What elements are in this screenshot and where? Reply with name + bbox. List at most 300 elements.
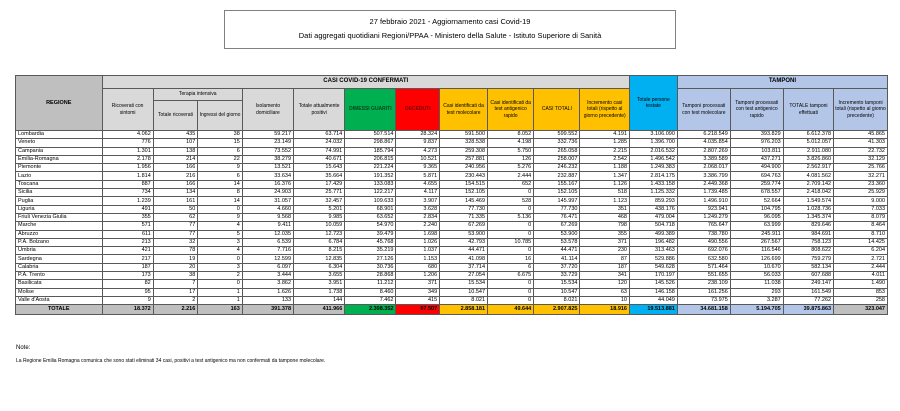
data-cell: 53.578 bbox=[534, 238, 580, 246]
data-cell: 258 bbox=[834, 296, 888, 304]
data-cell: 1.956 bbox=[102, 164, 153, 172]
table-row bbox=[16, 280, 888, 288]
data-cell: 196.482 bbox=[630, 238, 678, 246]
data-cell: 4.117 bbox=[396, 189, 440, 197]
col-header-casi-antigenico: Casi identificati da test antigenico rapido bbox=[488, 89, 534, 131]
data-cell: 2.178 bbox=[102, 155, 153, 163]
region-name: Puglia bbox=[16, 197, 103, 205]
data-cell: 37.714 bbox=[440, 263, 488, 271]
data-cell: 468 bbox=[580, 213, 630, 221]
data-cell: 611 bbox=[102, 230, 153, 238]
data-cell: 1.301 bbox=[102, 147, 153, 155]
data-cell: 349 bbox=[396, 288, 440, 296]
data-cell: 63.652 bbox=[345, 213, 396, 221]
data-cell: 34.681.158 bbox=[677, 305, 730, 315]
notes-title: Note: bbox=[16, 345, 31, 351]
data-cell: 6.218.549 bbox=[677, 131, 730, 139]
data-cell: 2.858.181 bbox=[440, 305, 488, 315]
covid-data-table bbox=[15, 75, 888, 315]
data-cell: 71.335 bbox=[440, 213, 488, 221]
data-cell: 1.126 bbox=[580, 180, 630, 188]
data-cell: 24.032 bbox=[294, 139, 345, 147]
data-cell: 2 bbox=[198, 272, 243, 280]
table-row bbox=[16, 180, 888, 188]
data-cell: 107 bbox=[153, 139, 198, 147]
data-cell: 829.646 bbox=[783, 222, 833, 230]
data-cell: 8.710 bbox=[834, 230, 888, 238]
data-cell: 74.991 bbox=[294, 147, 345, 155]
data-cell: 3 bbox=[198, 263, 243, 271]
data-cell: 4 bbox=[198, 247, 243, 255]
data-cell: 9.837 bbox=[396, 139, 440, 147]
data-cell: 8.460 bbox=[345, 288, 396, 296]
data-cell: 5.276 bbox=[488, 164, 534, 172]
data-cell: 490.556 bbox=[677, 238, 730, 246]
data-cell: 8.052 bbox=[488, 131, 534, 139]
data-cell: 528 bbox=[488, 197, 534, 205]
data-cell: 437.271 bbox=[730, 155, 783, 163]
data-cell: 391.378 bbox=[242, 305, 293, 315]
data-cell: 3.862 bbox=[242, 280, 293, 288]
data-cell: 3.386.799 bbox=[677, 172, 730, 180]
data-cell: 10.059 bbox=[294, 222, 345, 230]
data-cell: 2.907.825 bbox=[534, 305, 580, 315]
data-cell: 9 bbox=[198, 213, 243, 221]
data-cell: 10 bbox=[580, 296, 630, 304]
data-cell: 259.774 bbox=[730, 180, 783, 188]
data-cell: 59.217 bbox=[242, 131, 293, 139]
table-row-totale bbox=[16, 305, 888, 315]
table-row bbox=[16, 238, 888, 246]
region-name: Liguria bbox=[16, 205, 103, 213]
data-cell: 371 bbox=[396, 280, 440, 288]
data-cell: 11.038 bbox=[730, 280, 783, 288]
data-cell: 3.826.860 bbox=[783, 155, 833, 163]
region-name: P.A. Trento bbox=[16, 272, 103, 280]
col-header-casi-totali: CASI TOTALI bbox=[534, 89, 580, 131]
data-cell: 313.463 bbox=[630, 247, 678, 255]
data-cell: 45.865 bbox=[834, 131, 888, 139]
col-header-tamponi-molecolare: Tamponi processati con test molecolare bbox=[677, 89, 730, 131]
data-cell: 8.079 bbox=[834, 213, 888, 221]
table-row bbox=[16, 155, 888, 163]
data-cell: 1.345.374 bbox=[783, 213, 833, 221]
data-cell: 421 bbox=[102, 247, 153, 255]
data-cell: 245.911 bbox=[730, 230, 783, 238]
region-name: Friuli Venezia Giulia bbox=[16, 213, 103, 221]
table-row bbox=[16, 147, 888, 155]
data-cell: 438.176 bbox=[630, 205, 678, 213]
data-cell: 632.580 bbox=[677, 255, 730, 263]
table-row bbox=[16, 272, 888, 280]
region-name: Calabria bbox=[16, 263, 103, 271]
data-cell: 1.549.574 bbox=[783, 197, 833, 205]
data-cell: 22 bbox=[198, 155, 243, 163]
data-cell: 504.718 bbox=[630, 222, 678, 230]
data-cell: 25.766 bbox=[834, 164, 888, 172]
data-cell: 53.900 bbox=[534, 230, 580, 238]
data-cell: 4.011 bbox=[834, 272, 888, 280]
data-cell: 984.691 bbox=[783, 230, 833, 238]
col-header-persone-testate: Totale persone testate bbox=[630, 76, 678, 131]
data-cell: 33.634 bbox=[242, 172, 293, 180]
region-name: Lazio bbox=[16, 172, 103, 180]
data-cell: 258.007 bbox=[534, 155, 580, 163]
band-header-casi-confermati: CASI COVID-19 CONFERMATI bbox=[102, 76, 629, 89]
data-cell: 9 bbox=[102, 296, 153, 304]
data-cell: 1.626 bbox=[242, 288, 293, 296]
data-cell: 41.114 bbox=[534, 255, 580, 263]
data-cell: 4.273 bbox=[396, 147, 440, 155]
data-cell: 10.785 bbox=[488, 238, 534, 246]
notes-section bbox=[16, 345, 325, 364]
table-row bbox=[16, 131, 888, 139]
data-cell: 31.057 bbox=[242, 197, 293, 205]
report-source-subtitle: Dati aggregati quotidiani Regioni/PPAA - Ministero della Salute - Istituto Superiore di Sanità bbox=[298, 31, 602, 41]
data-cell: 41.098 bbox=[440, 255, 488, 263]
col-header-ingressi-giorno: Ingressi del giorno bbox=[198, 101, 243, 131]
data-cell: 161.256 bbox=[677, 288, 730, 296]
data-cell: 103.811 bbox=[730, 147, 783, 155]
data-cell: 161.549 bbox=[783, 288, 833, 296]
table-row bbox=[16, 172, 888, 180]
data-cell: 232.887 bbox=[534, 172, 580, 180]
data-cell: 582.134 bbox=[783, 263, 833, 271]
data-cell: 133.083 bbox=[345, 180, 396, 188]
data-cell: 221.224 bbox=[345, 164, 396, 172]
data-cell: 9.411 bbox=[242, 222, 293, 230]
data-cell: 170.197 bbox=[630, 272, 678, 280]
data-cell: 355 bbox=[580, 230, 630, 238]
col-header-regione: REGIONE bbox=[16, 76, 103, 131]
data-cell: 2.807.269 bbox=[677, 147, 730, 155]
data-cell: 267.567 bbox=[730, 238, 783, 246]
data-cell: 12.723 bbox=[294, 230, 345, 238]
data-cell: 2.215 bbox=[580, 147, 630, 155]
data-cell: 6 bbox=[198, 172, 243, 180]
data-cell: 351 bbox=[580, 205, 630, 213]
data-cell: 41.303 bbox=[834, 139, 888, 147]
data-cell: 479.004 bbox=[630, 213, 678, 221]
data-cell: 2.398.352 bbox=[345, 305, 396, 315]
data-cell: 6.612.378 bbox=[783, 131, 833, 139]
data-cell: 1.285 bbox=[580, 139, 630, 147]
data-cell: 63.714 bbox=[294, 131, 345, 139]
data-cell: 1.026 bbox=[396, 238, 440, 246]
data-cell: 38 bbox=[198, 131, 243, 139]
data-cell: 6 bbox=[198, 147, 243, 155]
data-cell: 154.515 bbox=[440, 180, 488, 188]
col-header-incremento-tamponi: Incremento tamponi totali (rispetto al giorno precedente) bbox=[834, 89, 888, 131]
data-cell: 0 bbox=[488, 230, 534, 238]
data-cell: 246.232 bbox=[534, 164, 580, 172]
region-name: Lombardia bbox=[16, 131, 103, 139]
data-cell: 126.699 bbox=[730, 255, 783, 263]
data-cell: 126 bbox=[488, 155, 534, 163]
data-cell: 1.249.383 bbox=[630, 164, 678, 172]
data-cell: 10.670 bbox=[730, 263, 783, 271]
data-cell: 3.628 bbox=[396, 205, 440, 213]
data-cell: 7.033 bbox=[834, 205, 888, 213]
data-cell: 16 bbox=[488, 255, 534, 263]
data-cell: 166 bbox=[153, 164, 198, 172]
data-cell: 518 bbox=[580, 189, 630, 197]
data-cell: 97.507 bbox=[396, 305, 440, 315]
data-cell: 62 bbox=[153, 213, 198, 221]
data-cell: 77.262 bbox=[783, 296, 833, 304]
region-name: Basilicata bbox=[16, 280, 103, 288]
region-name: Emilia-Romagna bbox=[16, 155, 103, 163]
data-cell: 133 bbox=[242, 296, 293, 304]
data-cell: 680 bbox=[396, 263, 440, 271]
col-header-incremento-casi: Incremento casi totali (rispetto al giorno precedente) bbox=[580, 89, 630, 131]
data-cell: 14 bbox=[198, 197, 243, 205]
data-cell: 185.794 bbox=[345, 147, 396, 155]
data-cell: 15 bbox=[198, 139, 243, 147]
data-cell: 0 bbox=[198, 205, 243, 213]
data-cell: 3.106.090 bbox=[630, 131, 678, 139]
data-cell: 56.033 bbox=[730, 272, 783, 280]
data-cell: 571.464 bbox=[677, 263, 730, 271]
data-cell: 82 bbox=[102, 280, 153, 288]
data-cell: 607.688 bbox=[783, 272, 833, 280]
data-cell: 293 bbox=[730, 288, 783, 296]
region-name: Valle d'Aosta bbox=[16, 296, 103, 304]
table-row bbox=[16, 189, 888, 197]
region-name: Sicilia bbox=[16, 189, 103, 197]
data-cell: 9 bbox=[198, 164, 243, 172]
data-cell: 393.829 bbox=[730, 131, 783, 139]
data-cell: 152.105 bbox=[440, 189, 488, 197]
data-cell: 1.123 bbox=[580, 197, 630, 205]
col-header-isolamento: Isolamento domiciliare bbox=[242, 89, 293, 131]
data-cell: 37.720 bbox=[534, 263, 580, 271]
data-cell: 5.871 bbox=[396, 172, 440, 180]
data-cell: 166 bbox=[153, 180, 198, 188]
table-row bbox=[16, 213, 888, 221]
data-cell: 6.204 bbox=[834, 247, 888, 255]
data-cell: 2.911.080 bbox=[783, 147, 833, 155]
data-cell: 507.514 bbox=[345, 131, 396, 139]
data-cell: 25.771 bbox=[294, 189, 345, 197]
col-header-positivi: Totale attualmente positivi bbox=[294, 89, 345, 131]
data-cell: 18.916 bbox=[580, 305, 630, 315]
data-cell: 8 bbox=[198, 189, 243, 197]
region-name: Sardegna bbox=[16, 255, 103, 263]
data-cell: 923.941 bbox=[677, 205, 730, 213]
data-cell: 240.956 bbox=[440, 164, 488, 172]
data-cell: 0 bbox=[198, 255, 243, 263]
data-cell: 3.655 bbox=[294, 272, 345, 280]
data-cell: 44.471 bbox=[534, 247, 580, 255]
data-cell: 9.568 bbox=[242, 213, 293, 221]
data-cell: 4.081.562 bbox=[783, 172, 833, 180]
data-cell: 0 bbox=[488, 189, 534, 197]
data-cell: 4.198 bbox=[488, 139, 534, 147]
data-cell: 759.279 bbox=[783, 255, 833, 263]
data-cell: 0 bbox=[488, 205, 534, 213]
data-cell: 3.444 bbox=[242, 272, 293, 280]
data-cell: 32.129 bbox=[834, 155, 888, 163]
data-cell: 16.376 bbox=[242, 180, 293, 188]
data-cell: 1.496.542 bbox=[630, 155, 678, 163]
data-cell: 213 bbox=[102, 238, 153, 246]
data-cell: 2.721 bbox=[834, 255, 888, 263]
data-cell: 0 bbox=[488, 288, 534, 296]
data-cell: 152.105 bbox=[534, 189, 580, 197]
data-cell: 5.136 bbox=[488, 213, 534, 221]
data-cell: 10.547 bbox=[534, 288, 580, 296]
data-cell: 32.457 bbox=[294, 197, 345, 205]
data-cell: 8.021 bbox=[440, 296, 488, 304]
data-cell: 20 bbox=[153, 263, 198, 271]
table-row bbox=[16, 230, 888, 238]
data-cell: 19 bbox=[153, 255, 198, 263]
data-cell: 1.738 bbox=[294, 288, 345, 296]
data-cell: 9.000 bbox=[834, 197, 888, 205]
data-cell: 63.999 bbox=[730, 222, 783, 230]
report-date-title: 27 febbraio 2021 - Aggiornamento casi Covid-19 bbox=[369, 17, 531, 26]
data-cell: 798 bbox=[580, 222, 630, 230]
data-cell: 77 bbox=[153, 230, 198, 238]
data-cell: 77.730 bbox=[440, 205, 488, 213]
table-row bbox=[16, 205, 888, 213]
data-cell: 68.901 bbox=[345, 205, 396, 213]
data-cell: 33.729 bbox=[534, 272, 580, 280]
data-cell: 249.147 bbox=[783, 280, 833, 288]
data-cell: 145.469 bbox=[440, 197, 488, 205]
table-row bbox=[16, 139, 888, 147]
band-header-tamponi: TAMPONI bbox=[677, 76, 887, 89]
data-cell: 3 bbox=[198, 238, 243, 246]
data-cell: 435 bbox=[153, 131, 198, 139]
data-cell: 45.768 bbox=[345, 238, 396, 246]
data-cell: 2.542 bbox=[580, 155, 630, 163]
region-name: Toscana bbox=[16, 180, 103, 188]
data-cell: 6.539 bbox=[242, 238, 293, 246]
data-cell: 54.970 bbox=[345, 222, 396, 230]
region-name: Campania bbox=[16, 147, 103, 155]
data-cell: 73.552 bbox=[242, 147, 293, 155]
data-cell: 35.664 bbox=[294, 172, 345, 180]
data-cell: 2.834 bbox=[396, 213, 440, 221]
data-cell: 39.479 bbox=[345, 230, 396, 238]
data-cell: 5.012.057 bbox=[783, 139, 833, 147]
data-cell: 6.097 bbox=[242, 263, 293, 271]
data-cell: 22.732 bbox=[834, 147, 888, 155]
data-cell: 173 bbox=[102, 272, 153, 280]
data-cell: 25.929 bbox=[834, 189, 888, 197]
data-cell: 1.153 bbox=[396, 255, 440, 263]
data-cell: 6.304 bbox=[294, 263, 345, 271]
data-cell: 35.219 bbox=[345, 247, 396, 255]
data-cell: 734 bbox=[102, 189, 153, 197]
data-cell: 30.736 bbox=[345, 263, 396, 271]
data-cell: 415 bbox=[396, 296, 440, 304]
data-cell: 27.126 bbox=[345, 255, 396, 263]
data-cell: 4.191 bbox=[580, 131, 630, 139]
table-row bbox=[16, 255, 888, 263]
data-cell: 52.664 bbox=[730, 197, 783, 205]
table-row bbox=[16, 296, 888, 304]
data-cell: 328.538 bbox=[440, 139, 488, 147]
data-cell: 27.054 bbox=[440, 272, 488, 280]
data-cell: 63 bbox=[580, 288, 630, 296]
data-cell: 3.389.589 bbox=[677, 155, 730, 163]
data-cell: 694.763 bbox=[730, 172, 783, 180]
data-cell: 323.047 bbox=[834, 305, 888, 315]
data-cell: 187 bbox=[102, 263, 153, 271]
data-cell: 3.287 bbox=[730, 296, 783, 304]
data-cell: 161 bbox=[153, 197, 198, 205]
data-cell: 23.360 bbox=[834, 180, 888, 188]
data-cell: 15.643 bbox=[294, 164, 345, 172]
data-cell: 67.269 bbox=[534, 222, 580, 230]
data-cell: 0 bbox=[488, 222, 534, 230]
data-cell: 652 bbox=[488, 180, 534, 188]
data-cell: 1.490 bbox=[834, 280, 888, 288]
data-cell: 15.534 bbox=[440, 280, 488, 288]
data-cell: 78 bbox=[153, 247, 198, 255]
data-cell: 8.464 bbox=[834, 222, 888, 230]
data-cell: 8.021 bbox=[534, 296, 580, 304]
region-name: Molise bbox=[16, 288, 103, 296]
data-cell: 4.062 bbox=[102, 131, 153, 139]
data-cell: 1 bbox=[198, 288, 243, 296]
data-cell: 2.068.017 bbox=[677, 164, 730, 172]
data-cell: 44.471 bbox=[440, 247, 488, 255]
region-name: P.A. Bolzano bbox=[16, 238, 103, 246]
data-cell: 1.739.485 bbox=[677, 189, 730, 197]
data-cell: 206.815 bbox=[345, 155, 396, 163]
data-cell: 191.352 bbox=[345, 172, 396, 180]
data-cell: 2 bbox=[153, 296, 198, 304]
data-cell: 5.201 bbox=[294, 205, 345, 213]
data-cell: 859.293 bbox=[630, 197, 678, 205]
region-name: Abruzzo bbox=[16, 230, 103, 238]
data-cell: 692.076 bbox=[677, 247, 730, 255]
table-body bbox=[16, 131, 888, 315]
data-cell: 77.730 bbox=[534, 205, 580, 213]
data-cell: 17 bbox=[153, 288, 198, 296]
data-cell: 5 bbox=[198, 230, 243, 238]
data-cell: 216 bbox=[153, 172, 198, 180]
data-cell: 40.671 bbox=[294, 155, 345, 163]
data-cell: 10.521 bbox=[396, 155, 440, 163]
data-cell: 529.886 bbox=[630, 255, 678, 263]
data-cell: 24.903 bbox=[242, 189, 293, 197]
data-cell: 571 bbox=[102, 222, 153, 230]
data-cell: 12.035 bbox=[242, 230, 293, 238]
col-header-dimessi-guariti: DIMESSI GUARITI bbox=[345, 89, 396, 131]
col-header-tamponi-antigenico: Tamponi processati con test antigenico rapido bbox=[730, 89, 783, 131]
data-cell: 145.526 bbox=[630, 280, 678, 288]
table-row bbox=[16, 197, 888, 205]
data-cell: 599.552 bbox=[534, 131, 580, 139]
data-cell: 146.158 bbox=[630, 288, 678, 296]
data-cell: 2.444 bbox=[834, 263, 888, 271]
data-cell: 5.194.705 bbox=[730, 305, 783, 315]
data-cell: 9.985 bbox=[294, 213, 345, 221]
data-cell: 38 bbox=[153, 272, 198, 280]
note-emilia-romagna: La Regione Emilia Romagna comunica che sono stati eliminati 34 casi, positivi a test antigenico ma non confermati da tampone molecolare. bbox=[16, 358, 326, 364]
data-cell: 9.365 bbox=[396, 164, 440, 172]
data-cell: 13.521 bbox=[242, 164, 293, 172]
region-name: Piemonte bbox=[16, 164, 103, 172]
data-cell: 1.206 bbox=[396, 272, 440, 280]
data-cell: 2.562.917 bbox=[783, 164, 833, 172]
data-cell: 1.188 bbox=[580, 164, 630, 172]
